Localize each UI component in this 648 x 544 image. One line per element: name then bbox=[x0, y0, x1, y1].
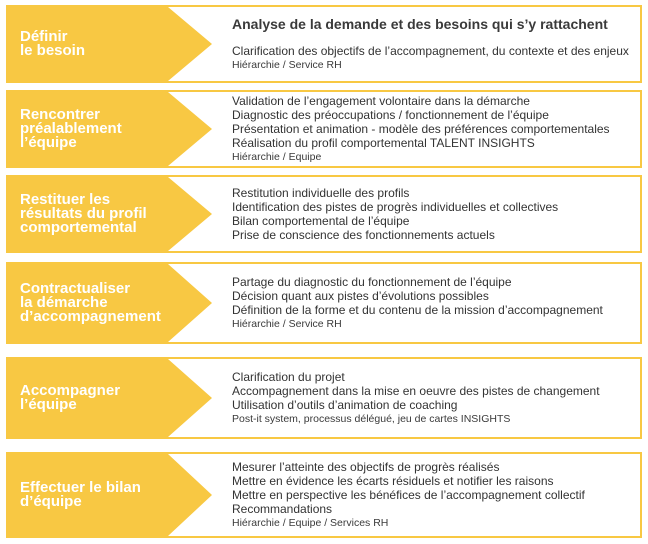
step-line: Mesurer l’atteinte des objectifs de progrès réalisés bbox=[232, 460, 500, 474]
step-content bbox=[232, 90, 638, 168]
step-content bbox=[232, 452, 638, 538]
step-stakeholders: Hiérarchie / Equipe bbox=[232, 151, 322, 163]
step-line: Validation de l’engagement volontaire dans la démarche bbox=[232, 94, 530, 108]
step-line: Utilisation d’outils d’animation de coaching bbox=[232, 398, 458, 412]
step-title: Définir le besoin bbox=[20, 28, 86, 59]
step-line: Mettre en évidence les écarts résiduels et notifier les raisons bbox=[232, 474, 554, 488]
step-line: Identification des pistes de progrès individuelles et collectives bbox=[232, 200, 559, 214]
step-line: Présentation et animation - modèle des préférences comportementales bbox=[232, 122, 610, 136]
step-line: Recommandations bbox=[232, 502, 333, 516]
step-content bbox=[232, 262, 638, 344]
step-line: Partage du diagnostic du fonctionnement de l’équipe bbox=[232, 275, 512, 289]
step-content bbox=[232, 5, 638, 83]
step-heading: Analyse de la demande et des besoins qui s’y rattachent bbox=[232, 16, 608, 32]
step-line: Clarification des objectifs de l’accompagnement, du contexte et des enjeux bbox=[232, 44, 629, 58]
step-line: Clarification du projet bbox=[232, 370, 345, 384]
step-title: Rencontrer préalablement l’équipe bbox=[20, 106, 122, 151]
step-line: Restitution individuelle des profils bbox=[232, 186, 410, 200]
step-line: Diagnostic des préoccupations / fonctionnement de l’équipe bbox=[232, 108, 549, 122]
step-title: Accompagner l’équipe bbox=[20, 382, 121, 413]
step-title: Restituer les résultats du profil comportemental bbox=[20, 191, 147, 236]
process-step-restitution bbox=[6, 175, 642, 253]
process-step-contract bbox=[6, 262, 642, 344]
process-step-review bbox=[6, 452, 642, 538]
step-line: Décision quant aux pistes d’évolutions possibles bbox=[232, 289, 489, 303]
process-step-meet-team bbox=[6, 90, 642, 168]
step-line: Prise de conscience des fonctionnements actuels bbox=[232, 228, 495, 242]
step-stakeholders: Hiérarchie / Equipe / Services RH bbox=[232, 517, 389, 529]
step-stakeholders: Post-it system, processus délégué, jeu de cartes INSIGHTS bbox=[232, 413, 511, 425]
step-line: Réalisation du profil comportemental TALENT INSIGHTS bbox=[232, 136, 535, 150]
step-line: Bilan comportemental de l’équipe bbox=[232, 214, 410, 228]
step-line: Accompagnement dans la mise en oeuvre des pistes de changement bbox=[232, 384, 600, 398]
step-stakeholders: Hiérarchie / Service RH bbox=[232, 59, 342, 71]
process-step-define-need bbox=[6, 5, 642, 83]
process-step-accompany bbox=[6, 357, 642, 439]
step-content bbox=[232, 175, 638, 253]
step-content bbox=[232, 357, 638, 439]
step-line: Mettre en perspective les bénéfices de l’accompagnement collectif bbox=[232, 488, 585, 502]
step-title: Effectuer le bilan d’équipe bbox=[20, 479, 141, 510]
step-line: Définition de la forme et du contenu de la mission d’accompagnement bbox=[232, 303, 603, 317]
step-stakeholders: Hiérarchie / Service RH bbox=[232, 318, 342, 330]
step-title: Contractualiser la démarche d’accompagnement bbox=[20, 280, 161, 325]
